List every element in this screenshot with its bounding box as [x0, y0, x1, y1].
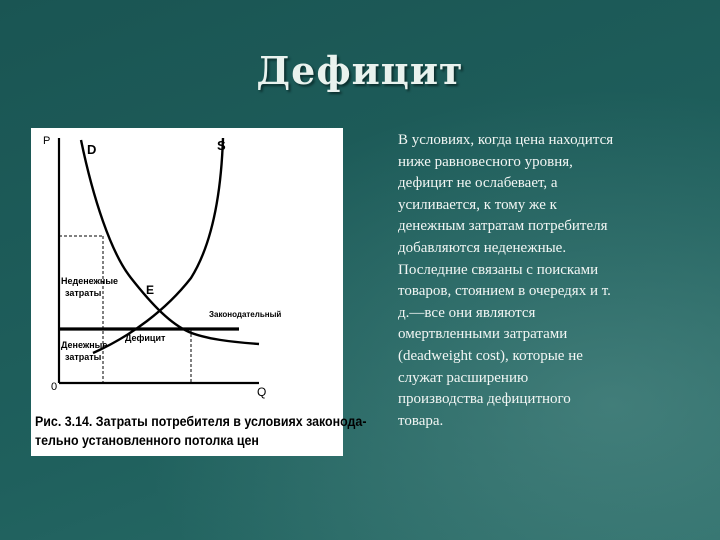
figure-caption: [35, 412, 367, 450]
supply-demand-diagram: [31, 128, 367, 456]
body-line: усиливается, к тому же к: [398, 196, 557, 213]
body-line: омертвленными затратами: [398, 326, 568, 343]
caption-line-1: Рис. 3.14. Затраты потребителя в условиях законода-: [35, 414, 367, 429]
price-ceiling-figure: [31, 128, 367, 456]
body-text: [398, 130, 698, 432]
body-line: добавляются неденежные.: [398, 239, 567, 256]
p-axis-label: P: [43, 135, 51, 147]
body-line: (deadweight cost), которые не: [398, 347, 583, 364]
nonmonetary-costs-label-1: Неденежные: [61, 276, 119, 286]
body-line: д.—все они являются: [398, 304, 536, 321]
body-line: дефицит не ослабевает, а: [398, 175, 558, 192]
demand-curve-label: D: [87, 142, 97, 157]
origin-label: 0: [51, 381, 58, 393]
body-line: В условиях, когда цена находится: [398, 132, 614, 148]
body-line: ниже равновесного уровня,: [398, 153, 573, 170]
q-axis-label: Q: [257, 385, 267, 399]
monetary-costs-label-2: затраты: [65, 352, 102, 362]
caption-line-2: тельно установленного потолка цен: [35, 433, 259, 448]
body-line: служат расширению: [398, 369, 529, 386]
body-line: товаров, стоянием в очередях и т.: [398, 283, 611, 300]
nonmonetary-costs-label-2: затраты: [65, 288, 102, 298]
equilibrium-label: E: [146, 283, 155, 297]
slide-title: Дефицит: [256, 48, 464, 93]
monetary-costs-label-1: Денежные: [61, 340, 108, 350]
body-line: производства дефицитного: [398, 391, 571, 408]
body-line: Последние связаны с поисками: [398, 261, 599, 278]
supply-curve-label: S: [217, 138, 226, 153]
legislative-price-label: Законодательный: [209, 310, 282, 319]
body-line: денежным затратам потребителя: [398, 218, 608, 235]
body-line: товара.: [398, 412, 444, 429]
deficit-label: Дефицит: [125, 333, 166, 343]
